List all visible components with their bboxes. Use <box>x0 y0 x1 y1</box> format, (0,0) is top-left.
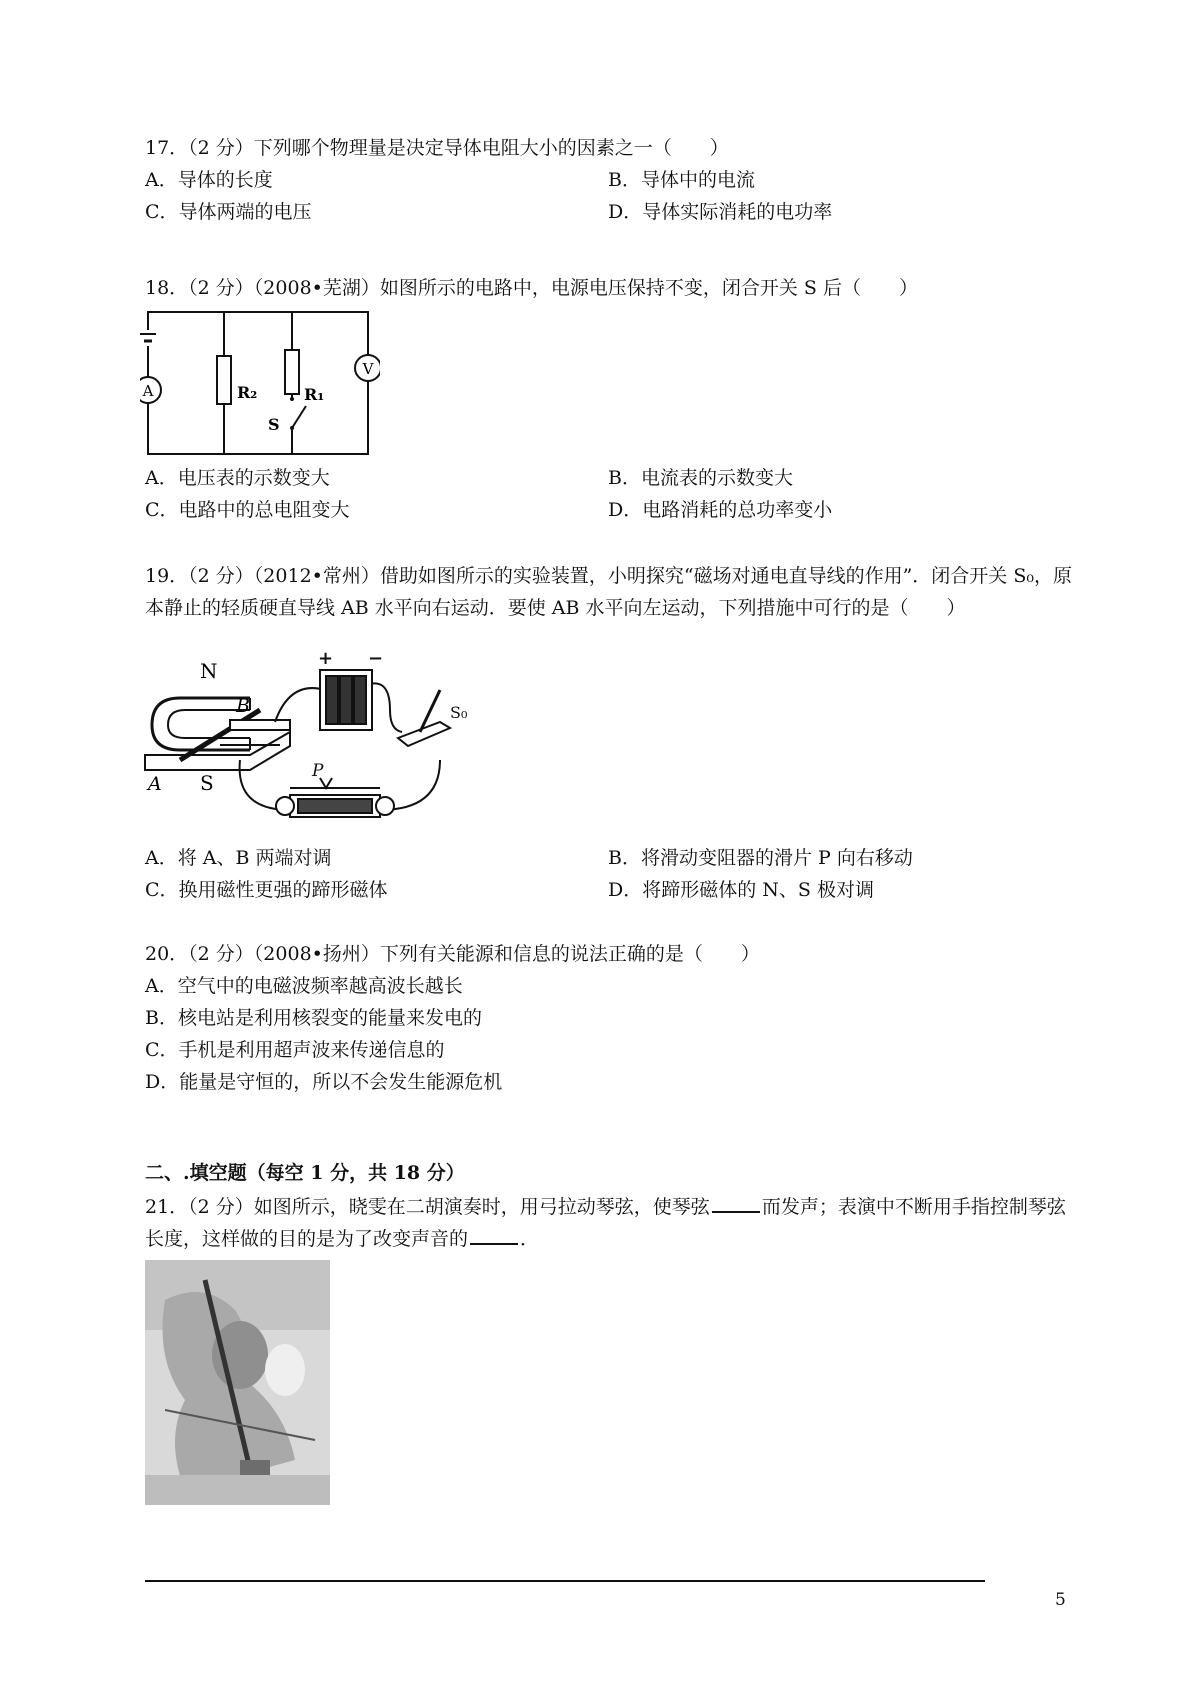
option-c: C．手机是利用超声波来传递信息的 <box>145 1039 445 1061</box>
options-grid <box>145 462 1075 526</box>
answer-blank-2[interactable] <box>470 1225 518 1245</box>
footer-divider <box>145 1580 985 1582</box>
battery-icon <box>140 330 156 346</box>
question-19-options <box>145 842 1075 906</box>
plus-label: + <box>318 650 334 669</box>
question-20 <box>145 938 1075 1098</box>
battery-pack-icon <box>318 650 383 730</box>
north-pole-label: N <box>200 659 218 683</box>
option-b: B．电流表的示数变大 <box>608 467 793 489</box>
question-stem: 17．（2 分）下列哪个物理量是决定导体电阻大小的因素之一（ ） <box>145 137 729 159</box>
ammeter-icon <box>140 377 161 403</box>
question-19 <box>145 560 1075 624</box>
resistor-r2-icon <box>217 356 257 404</box>
page-number: 5 <box>1055 1590 1066 1610</box>
options-grid <box>145 842 1075 906</box>
answer-blank-1[interactable] <box>712 1193 760 1213</box>
switch-label: S <box>268 415 280 434</box>
option-a: A．导体的长度 <box>145 169 273 191</box>
erhu-performance-photo <box>145 1260 330 1505</box>
option-c: C．电路中的总电阻变大 <box>145 499 350 521</box>
rheostat-icon <box>276 761 394 817</box>
r2-label: R₂ <box>237 383 258 402</box>
r1-label: R₁ <box>304 385 325 404</box>
minus-label: − <box>368 650 384 669</box>
option-d: D．导体实际消耗的电功率 <box>608 201 833 223</box>
magnet-apparatus-diagram <box>140 650 490 840</box>
knife-switch-icon <box>398 690 467 746</box>
q21-text-1: 21．（2 分）如图所示，晓雯在二胡演奏时，用弓拉动琴弦，使琴弦 <box>145 1196 710 1218</box>
question-stem: 20．（2 分）（2008•扬州）下列有关能源和信息的说法正确的是（ ） <box>145 943 760 965</box>
circuit-diagram <box>140 308 380 458</box>
option-d: D．能量是守恒的，所以不会发生能源危机 <box>145 1071 503 1093</box>
option-a: A．空气中的电磁波频率越高波长越长 <box>145 975 463 997</box>
question-21 <box>145 1191 1075 1255</box>
option-a: A．将 A、B 两端对调 <box>145 847 332 869</box>
south-pole-label: S <box>200 771 214 795</box>
end-b-label: B <box>236 695 250 717</box>
option-c: C．换用磁性更强的蹄形磁体 <box>145 879 388 901</box>
question-stem: 19．（2 分）（2012•常州）借助如图所示的实验装置，小明探究“磁场对通电直导线的作用”．闭合开关 S₀，原本静止的轻质硬直导线 AB 水平向右运动．要使 AB 水平向左运动，下列措施中可行的是（ ） <box>145 565 1072 619</box>
ammeter-label: A <box>142 382 154 400</box>
option-b: B．核电站是利用核裂变的能量来发电的 <box>145 1007 482 1029</box>
option-b: B．导体中的电流 <box>608 169 755 191</box>
option-b: B．将滑动变阻器的滑片 P 向右移动 <box>608 847 913 869</box>
question-stem <box>145 1191 1075 1255</box>
switch-icon <box>268 397 306 434</box>
section-title: 二、.填空题（每空 1 分，共 18 分） <box>145 1162 465 1184</box>
question-18-options <box>145 462 1075 526</box>
question-17 <box>145 132 1075 228</box>
s0-label: S₀ <box>450 703 468 722</box>
option-a: A．电压表的示数变大 <box>145 467 330 489</box>
p-label: P <box>312 761 324 781</box>
options-list <box>145 970 1075 1098</box>
resistor-r1-icon <box>285 350 324 404</box>
q21-text-2: 而发声；表演中不断用手指控制琴弦长度，这样做的目的是为了改变声音的 <box>145 1196 1066 1250</box>
question-stem: 18．（2 分）（2008•芜湖）如图所示的电路中，电源电压保持不变，闭合开关 S 后（ ） <box>145 277 918 299</box>
end-a-label: A <box>148 773 162 795</box>
voltmeter-icon <box>355 355 380 381</box>
option-d: D．将蹄形磁体的 N、S 极对调 <box>608 879 874 901</box>
question-18 <box>145 272 1075 304</box>
option-d: D．电路消耗的总功率变小 <box>608 499 833 521</box>
options-grid <box>145 164 1075 228</box>
voltmeter-label: V <box>362 360 374 378</box>
q21-text-3: ． <box>520 1228 540 1250</box>
option-c: C．导体两端的电压 <box>145 201 312 223</box>
